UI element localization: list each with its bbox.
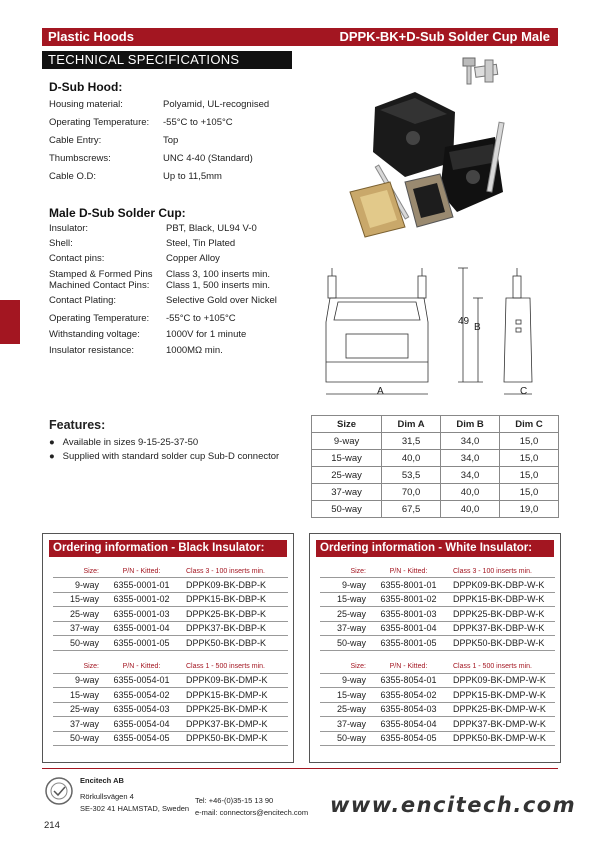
order-cell: 6355-8001-02 [370,592,447,607]
order-cell: DPPK50-BK-DMP-K [180,731,288,746]
order-cell: 37-way [320,621,370,636]
dims-cell: 34,0 [441,433,500,450]
order-cell: 50-way [53,731,103,746]
order-cell: 6355-0001-01 [103,578,180,593]
order-black-class1-table [53,661,288,747]
order-cell: DPPK25-BK-DBP-W-K [447,607,555,622]
order-cell: DPPK50-BK-DBP-K [180,636,288,651]
feature-item: ● Supplied with standard solder cup Sub-D connector [49,451,280,462]
spec-label: Insulator: [49,223,89,234]
feature-text: Supplied with standard solder cup Sub-D connector [62,451,280,462]
order-black-title: Ordering information - Black Insulator: [49,540,287,557]
dims-cell: 9-way [312,433,382,450]
spec-label: Shell: [49,238,73,249]
table-row [53,607,288,622]
spec-value: Up to 11,5mm [163,171,222,182]
feature-item: ● Available in sizes 9-15-25-37-50 [49,437,199,448]
order-header-row [320,661,555,674]
dims-cell: 40,0 [382,450,441,467]
spec-label: Operating Temperature: [49,117,150,128]
order-cell: 15-way [53,592,103,607]
spec-value: 1000MΩ min. [166,345,223,356]
order-cell: 9-way [53,578,103,593]
spec-label: Thumbscrews: [49,153,111,164]
order-cell: DPPK37-BK-DMP-W-K [447,717,555,732]
email-text: e-mail: connectors@encitech.com [195,808,309,817]
order-cell: 6355-8054-02 [370,688,447,703]
order-header-row [53,661,288,674]
order-cell: 6355-8001-04 [370,621,447,636]
dims-header-cell: Dim C [500,416,559,433]
order-cell: DPPK15-BK-DBP-W-K [447,592,555,607]
order-cell: 37-way [53,717,103,732]
table-row [320,673,555,688]
feature-text: Available in sizes 9-15-25-37-50 [62,437,199,448]
dims-cell: 15,0 [500,484,559,501]
hood-title: D-Sub Hood: [49,80,123,94]
spec-value: Polyamid, UL-recognised [163,99,270,110]
spec-label: Contact pins: [49,253,105,264]
dim-c-label: C [520,386,528,397]
spec-value: -55°C to +105°C [166,313,236,324]
dims-cell: 15,0 [500,450,559,467]
order-black-box [42,533,294,763]
spec-label: Cable Entry: [49,135,102,146]
dim-49-label: 49 [458,316,470,327]
thumbscrew-image [463,58,498,84]
spec-label: Contact Plating: [49,295,117,306]
order-cell: 6355-8054-05 [370,731,447,746]
spec-label: Housing material: [49,99,123,110]
order-cell: DPPK25-BK-DMP-W-K [447,702,555,717]
address-line1: Rörkullsvägen 4 [80,792,134,801]
order-cell: DPPK37-BK-DBP-W-K [447,621,555,636]
product-photo [345,52,520,252]
order-cell: 6355-8054-03 [370,702,447,717]
spec-value: 1000V for 1 minute [166,329,247,340]
tech-spec-title: TECHNICAL SPECIFICATIONS [48,52,240,67]
order-cell: 25-way [320,702,370,717]
dims-cell: 37-way [312,484,382,501]
order-cell: 37-way [320,717,370,732]
spec-label: Cable O.D: [49,171,96,182]
table-row [312,484,559,501]
order-header-row [53,565,288,578]
order-header-cell: Size: [53,661,103,674]
table-row [320,688,555,703]
order-cell: 15-way [53,688,103,703]
order-cell: DPPK25-BK-DBP-K [180,607,288,622]
table-row [320,592,555,607]
spec-value: Steel, Tin Plated [166,238,236,249]
order-cell: DPPK25-BK-DMP-K [180,702,288,717]
table-row [320,636,555,651]
table-row [53,578,288,593]
order-white-box [309,533,561,763]
table-row [53,702,288,717]
table-row [320,621,555,636]
order-cell: 6355-0001-05 [103,636,180,651]
order-cell: DPPK50-BK-DBP-W-K [447,636,555,651]
order-cell: 6355-8054-01 [370,673,447,688]
spec-label: Machined Contact Pins: [49,280,150,291]
table-row [312,467,559,484]
cup-title: Male D-Sub Solder Cup: [49,206,186,220]
header-category: Plastic Hoods [48,29,134,44]
dims-cell: 15-way [312,450,382,467]
order-cell: 15-way [320,592,370,607]
order-cell: 15-way [320,688,370,703]
spec-value: Class 1, 500 inserts min. [166,280,271,291]
table-row [53,688,288,703]
header-product: DPPK-BK+D-Sub Solder Cup Male [339,29,550,44]
order-cell: 9-way [320,578,370,593]
order-header-cell: Size: [320,565,370,578]
website-url: www.encitech.com [330,793,577,817]
order-header-cell: P/N - Kitted: [370,661,447,674]
spec-label: Insulator resistance: [49,345,135,356]
order-cell: 6355-0054-04 [103,717,180,732]
table-row [53,592,288,607]
spec-value: Selective Gold over Nickel [166,295,277,306]
table-row [53,673,288,688]
dim-a-label: A [377,386,384,397]
order-cell: DPPK37-BK-DMP-K [180,717,288,732]
order-cell: 50-way [53,636,103,651]
spec-label: Stamped & Formed Pins [49,269,153,280]
dim-b-label: B [474,322,481,333]
order-cell: DPPK09-BK-DMP-K [180,673,288,688]
order-cell: 6355-0054-05 [103,731,180,746]
page-number: 214 [44,820,60,831]
order-cell: DPPK09-BK-DMP-W-K [447,673,555,688]
spec-value: Class 3, 100 inserts min. [166,269,271,280]
order-header-cell: Size: [53,565,103,578]
spec-value: Top [163,135,179,146]
order-cell: DPPK15-BK-DMP-W-K [447,688,555,703]
dims-cell: 34,0 [441,450,500,467]
table-row [312,450,559,467]
order-header-cell: Class 3 - 100 inserts min. [447,565,555,578]
dims-cell: 67,5 [382,501,441,518]
table-row [320,702,555,717]
order-cell: 6355-0001-03 [103,607,180,622]
order-cell: 50-way [320,731,370,746]
order-cell: DPPK15-BK-DBP-K [180,592,288,607]
order-white-class1-table [320,661,555,747]
table-row [320,717,555,732]
dims-header-cell: Dim A [382,416,441,433]
certification-seal-icon [44,776,74,806]
order-white-class3-table [320,565,555,651]
spec-label: Operating Temperature: [49,313,150,324]
table-row [53,731,288,746]
order-header-cell: Class 3 - 100 inserts min. [180,565,288,578]
features-title: Features: [49,418,106,432]
order-cell: 6355-0001-04 [103,621,180,636]
order-black-class3-table [53,565,288,651]
dims-cell: 19,0 [500,501,559,518]
order-cell: 9-way [320,673,370,688]
dims-header-cell: Size [312,416,382,433]
table-row [53,636,288,651]
dims-cell: 40,0 [441,484,500,501]
order-cell: 6355-0054-01 [103,673,180,688]
order-header-row [320,565,555,578]
table-row [53,717,288,732]
dims-cell: 15,0 [500,433,559,450]
order-cell: 50-way [320,636,370,651]
company-name: Encitech AB [80,776,124,785]
order-cell: DPPK15-BK-DMP-K [180,688,288,703]
spec-value: Copper Alloy [166,253,220,264]
order-cell: 6355-8001-03 [370,607,447,622]
order-cell: 6355-8001-05 [370,636,447,651]
order-cell: 37-way [53,621,103,636]
order-cell: 25-way [320,607,370,622]
technical-drawing [318,262,558,402]
order-cell: 6355-0001-02 [103,592,180,607]
order-cell: DPPK09-BK-DBP-W-K [447,578,555,593]
phone-text: Tel: +46-(0)35-15 13 90 [195,796,274,805]
order-white-title: Ordering information - White Insulator: [316,540,554,557]
order-header-cell: Class 1 - 500 inserts min. [180,661,288,674]
dims-cell: 15,0 [500,467,559,484]
table-row [320,607,555,622]
address-line2: SE-302 41 HALMSTAD, Sweden [80,804,190,813]
order-cell: 25-way [53,702,103,717]
order-cell: DPPK50-BK-DMP-W-K [447,731,555,746]
sidebar-tab [0,300,20,344]
order-header-cell: Class 1 - 500 inserts min. [447,661,555,674]
dims-cell: 50-way [312,501,382,518]
order-cell: DPPK09-BK-DBP-K [180,578,288,593]
order-cell: 6355-8001-01 [370,578,447,593]
order-header-cell: P/N - Kitted: [103,565,180,578]
order-cell: 9-way [53,673,103,688]
header-bar [42,28,558,46]
dims-cell: 25-way [312,467,382,484]
order-cell: 25-way [53,607,103,622]
table-row [53,621,288,636]
dims-cell: 34,0 [441,467,500,484]
order-cell: 6355-0054-02 [103,688,180,703]
dims-cell: 40,0 [441,501,500,518]
order-cell: 6355-0054-03 [103,702,180,717]
spec-value: UNC 4-40 (Standard) [163,153,253,164]
table-row [312,501,559,518]
order-header-cell: P/N - Kitted: [103,661,180,674]
footer-divider [42,768,558,769]
dims-header-cell: Dim B [441,416,500,433]
order-cell: 6355-8054-04 [370,717,447,732]
spec-label: Withstanding voltage: [49,329,140,340]
dims-cell: 31,5 [382,433,441,450]
dimensions-table [311,415,559,518]
order-cell: DPPK37-BK-DBP-K [180,621,288,636]
table-row [312,433,559,450]
spec-value: PBT, Black, UL94 V-0 [166,223,257,234]
dims-cell: 70,0 [382,484,441,501]
dims-cell: 53,5 [382,467,441,484]
spec-value: -55°C to +105°C [163,117,233,128]
tech-spec-bar [42,51,292,69]
table-row [320,731,555,746]
order-header-cell: P/N - Kitted: [370,565,447,578]
table-row [320,578,555,593]
order-header-cell: Size: [320,661,370,674]
